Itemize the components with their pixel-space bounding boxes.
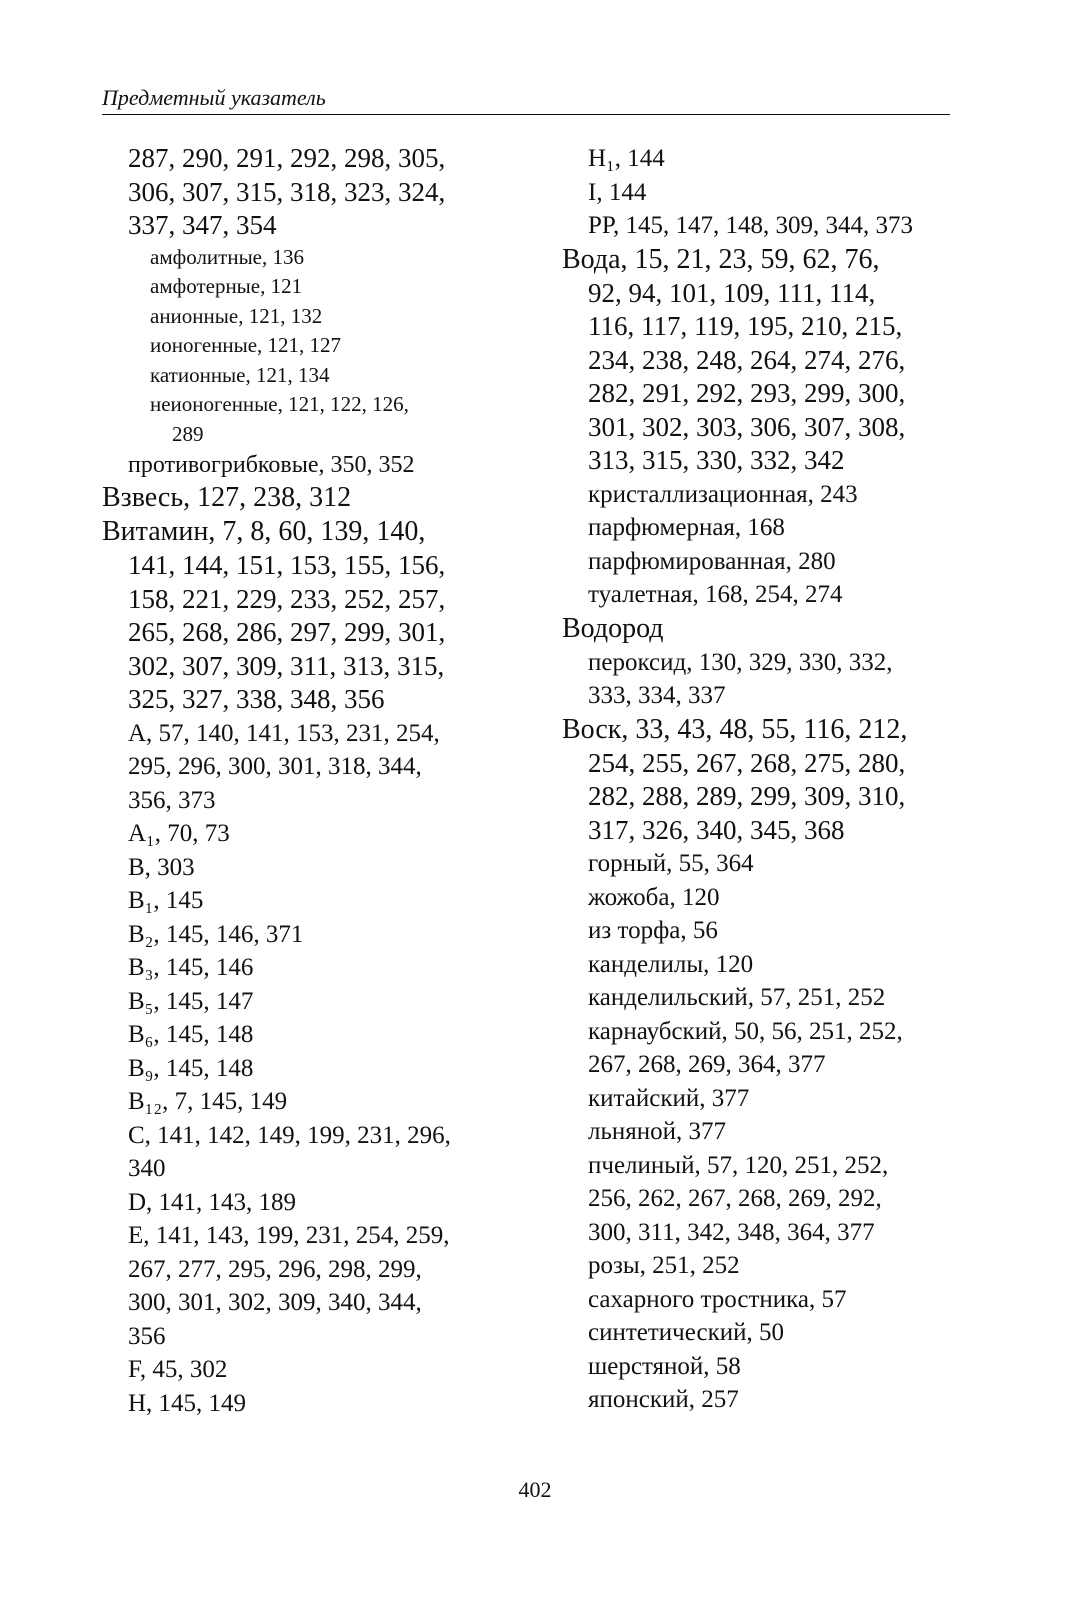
index-entry-line: пероксид, 130, 329, 330, 332,	[588, 648, 893, 676]
index-entry-line: кристаллизационная, 243	[588, 480, 858, 508]
index-entry-line: 317, 326, 340, 345, 368	[588, 814, 845, 845]
index-entry-line: 282, 291, 292, 293, 299, 300,	[588, 378, 906, 408]
index-entry-line: канделильский, 57, 251, 252	[588, 984, 886, 1011]
index-entry-line: 340	[128, 1155, 166, 1182]
index-entry-line: B₉, 145, 148	[128, 1054, 254, 1082]
index-entry-line: розы, 251, 252	[588, 1252, 740, 1279]
index-entry-line: 158, 221, 229, 233, 252, 257,	[128, 583, 446, 614]
index-entry-line: 302, 307, 309, 311, 313, 315,	[128, 650, 445, 681]
index-entry-line: 301, 302, 303, 306, 307, 308,	[588, 411, 906, 442]
index-entry-line: неионогенные, 121, 122, 126,	[150, 392, 409, 416]
index-entry-line: синтетический, 50	[588, 1319, 784, 1346]
index-entry-line: B₆, 145, 148	[128, 1021, 254, 1048]
index-entry-line: ионогенные, 121, 127	[150, 333, 342, 357]
index-entry-line: B₅, 145, 147	[128, 987, 254, 1015]
index-entry-line: жожоба, 120	[588, 883, 720, 911]
index-entry-line: анионные, 121, 132	[150, 303, 323, 328]
index-entry-line: 265, 268, 286, 297, 299, 301,	[128, 617, 446, 647]
index-entry-line: 295, 296, 300, 301, 318, 344,	[128, 753, 422, 780]
index-entry-line: A, 57, 140, 141, 153, 231, 254,	[128, 719, 440, 747]
index-entry-line: 254, 255, 267, 268, 275, 280,	[588, 747, 906, 778]
index-entry-line: 141, 144, 151, 153, 155, 156,	[128, 550, 446, 580]
index-entry-line: 300, 301, 302, 309, 340, 344,	[128, 1289, 422, 1316]
index-column-left	[102, 142, 532, 1420]
index-entry-line: 356	[128, 1322, 166, 1350]
index-entry-line: D, 141, 143, 189	[128, 1188, 297, 1216]
index-entry-line: противогрибковые, 350, 352	[128, 452, 415, 478]
index-entry-line: парфюмированная, 280	[588, 547, 836, 575]
index-entry-heading: Вода, 15, 21, 23, 59, 62, 76,	[562, 243, 880, 275]
index-entry-line: H₁, 144	[588, 145, 665, 172]
index-entry-line: 267, 268, 269, 364, 377	[588, 1051, 826, 1078]
index-entry-line: парфюмерная, 168	[588, 514, 785, 541]
index-entry-line: туалетная, 168, 254, 274	[588, 581, 843, 608]
index-entry-heading: Витамин, 7, 8, 60, 139, 140,	[102, 516, 426, 547]
index-entry-line: C, 141, 142, 149, 199, 231, 296,	[128, 1121, 451, 1149]
header-title: Предметный указатель	[102, 85, 326, 110]
index-entry-line: B₃, 145, 146	[128, 954, 254, 981]
index-entry-line: B₂, 145, 146, 371	[128, 920, 304, 948]
index-entry-line: B₁₂, 7, 145, 149	[128, 1088, 288, 1115]
running-header	[102, 84, 950, 115]
index-entry-line: 306, 307, 315, 318, 323, 324,	[128, 176, 446, 207]
index-entry-line: амфолитные, 136	[150, 244, 305, 269]
index-entry-heading: Водород	[562, 612, 664, 644]
index-entry-line: китайский, 377	[588, 1084, 750, 1112]
index-entry-line: 313, 315, 330, 332, 342	[588, 445, 845, 475]
index-entry-line: 356, 373	[128, 786, 216, 814]
index-entry-line: канделилы, 120	[588, 950, 754, 978]
index-entry-line: шерстяной, 58	[588, 1352, 741, 1380]
index-entry-line: 289	[172, 421, 204, 446]
index-entry-line: амфотерные, 121	[150, 274, 303, 298]
index-entry-line: японский, 257	[588, 1386, 739, 1413]
index-entry-line: 325, 327, 338, 348, 356	[128, 684, 385, 714]
index-entry-line: H, 145, 149	[128, 1389, 247, 1417]
index-entry-line: I, 144	[588, 178, 647, 206]
index-entry-line: из торфа, 56	[588, 917, 718, 944]
page-number: 402	[518, 1477, 552, 1502]
index-entry-line: пчелиный, 57, 120, 251, 252,	[588, 1151, 889, 1179]
index-entry-heading: Взвесь, 127, 238, 312	[102, 482, 352, 513]
index-entry-line: катионные, 121, 134	[150, 362, 330, 387]
index-entry-line: 300, 311, 342, 348, 364, 377	[588, 1218, 875, 1246]
index-entry-line: 267, 277, 295, 296, 298, 299,	[128, 1255, 422, 1283]
index-entry-line: льняной, 377	[588, 1118, 727, 1145]
index-entry-line: F, 45, 302	[128, 1356, 228, 1383]
index-entry-line: сахарного тростника, 57	[588, 1285, 847, 1313]
index-entry-line: 116, 117, 119, 195, 210, 215,	[588, 311, 903, 341]
index-entry-line: 92, 94, 101, 109, 111, 114,	[588, 277, 876, 308]
index-entry-line: A₁, 70, 73	[128, 820, 230, 847]
index-entry-line: 337, 347, 354	[128, 210, 277, 240]
index-entry-line: карнаубский, 50, 56, 251, 252,	[588, 1017, 903, 1045]
index-entry-line: B₁, 145	[128, 887, 204, 914]
index-entry-line: горный, 55, 364	[588, 850, 754, 877]
index-entry-line: E, 141, 143, 199, 231, 254, 259,	[128, 1222, 450, 1249]
index-column-right	[562, 142, 972, 1417]
index-entry-line: B, 303	[128, 853, 195, 881]
index-entry-line: 234, 238, 248, 264, 274, 276,	[588, 344, 906, 375]
index-entry-line: 256, 262, 267, 268, 269, 292,	[588, 1185, 882, 1212]
index-entry-line: 287, 290, 291, 292, 298, 305,	[128, 143, 446, 173]
index-entry-heading: Воск, 33, 43, 48, 55, 116, 212,	[562, 713, 908, 745]
index-entry-line: PP, 145, 147, 148, 309, 344, 373	[588, 212, 914, 239]
index-entry-line: 282, 288, 289, 299, 309, 310,	[588, 781, 906, 811]
index-entry-line: 333, 334, 337	[588, 682, 726, 709]
